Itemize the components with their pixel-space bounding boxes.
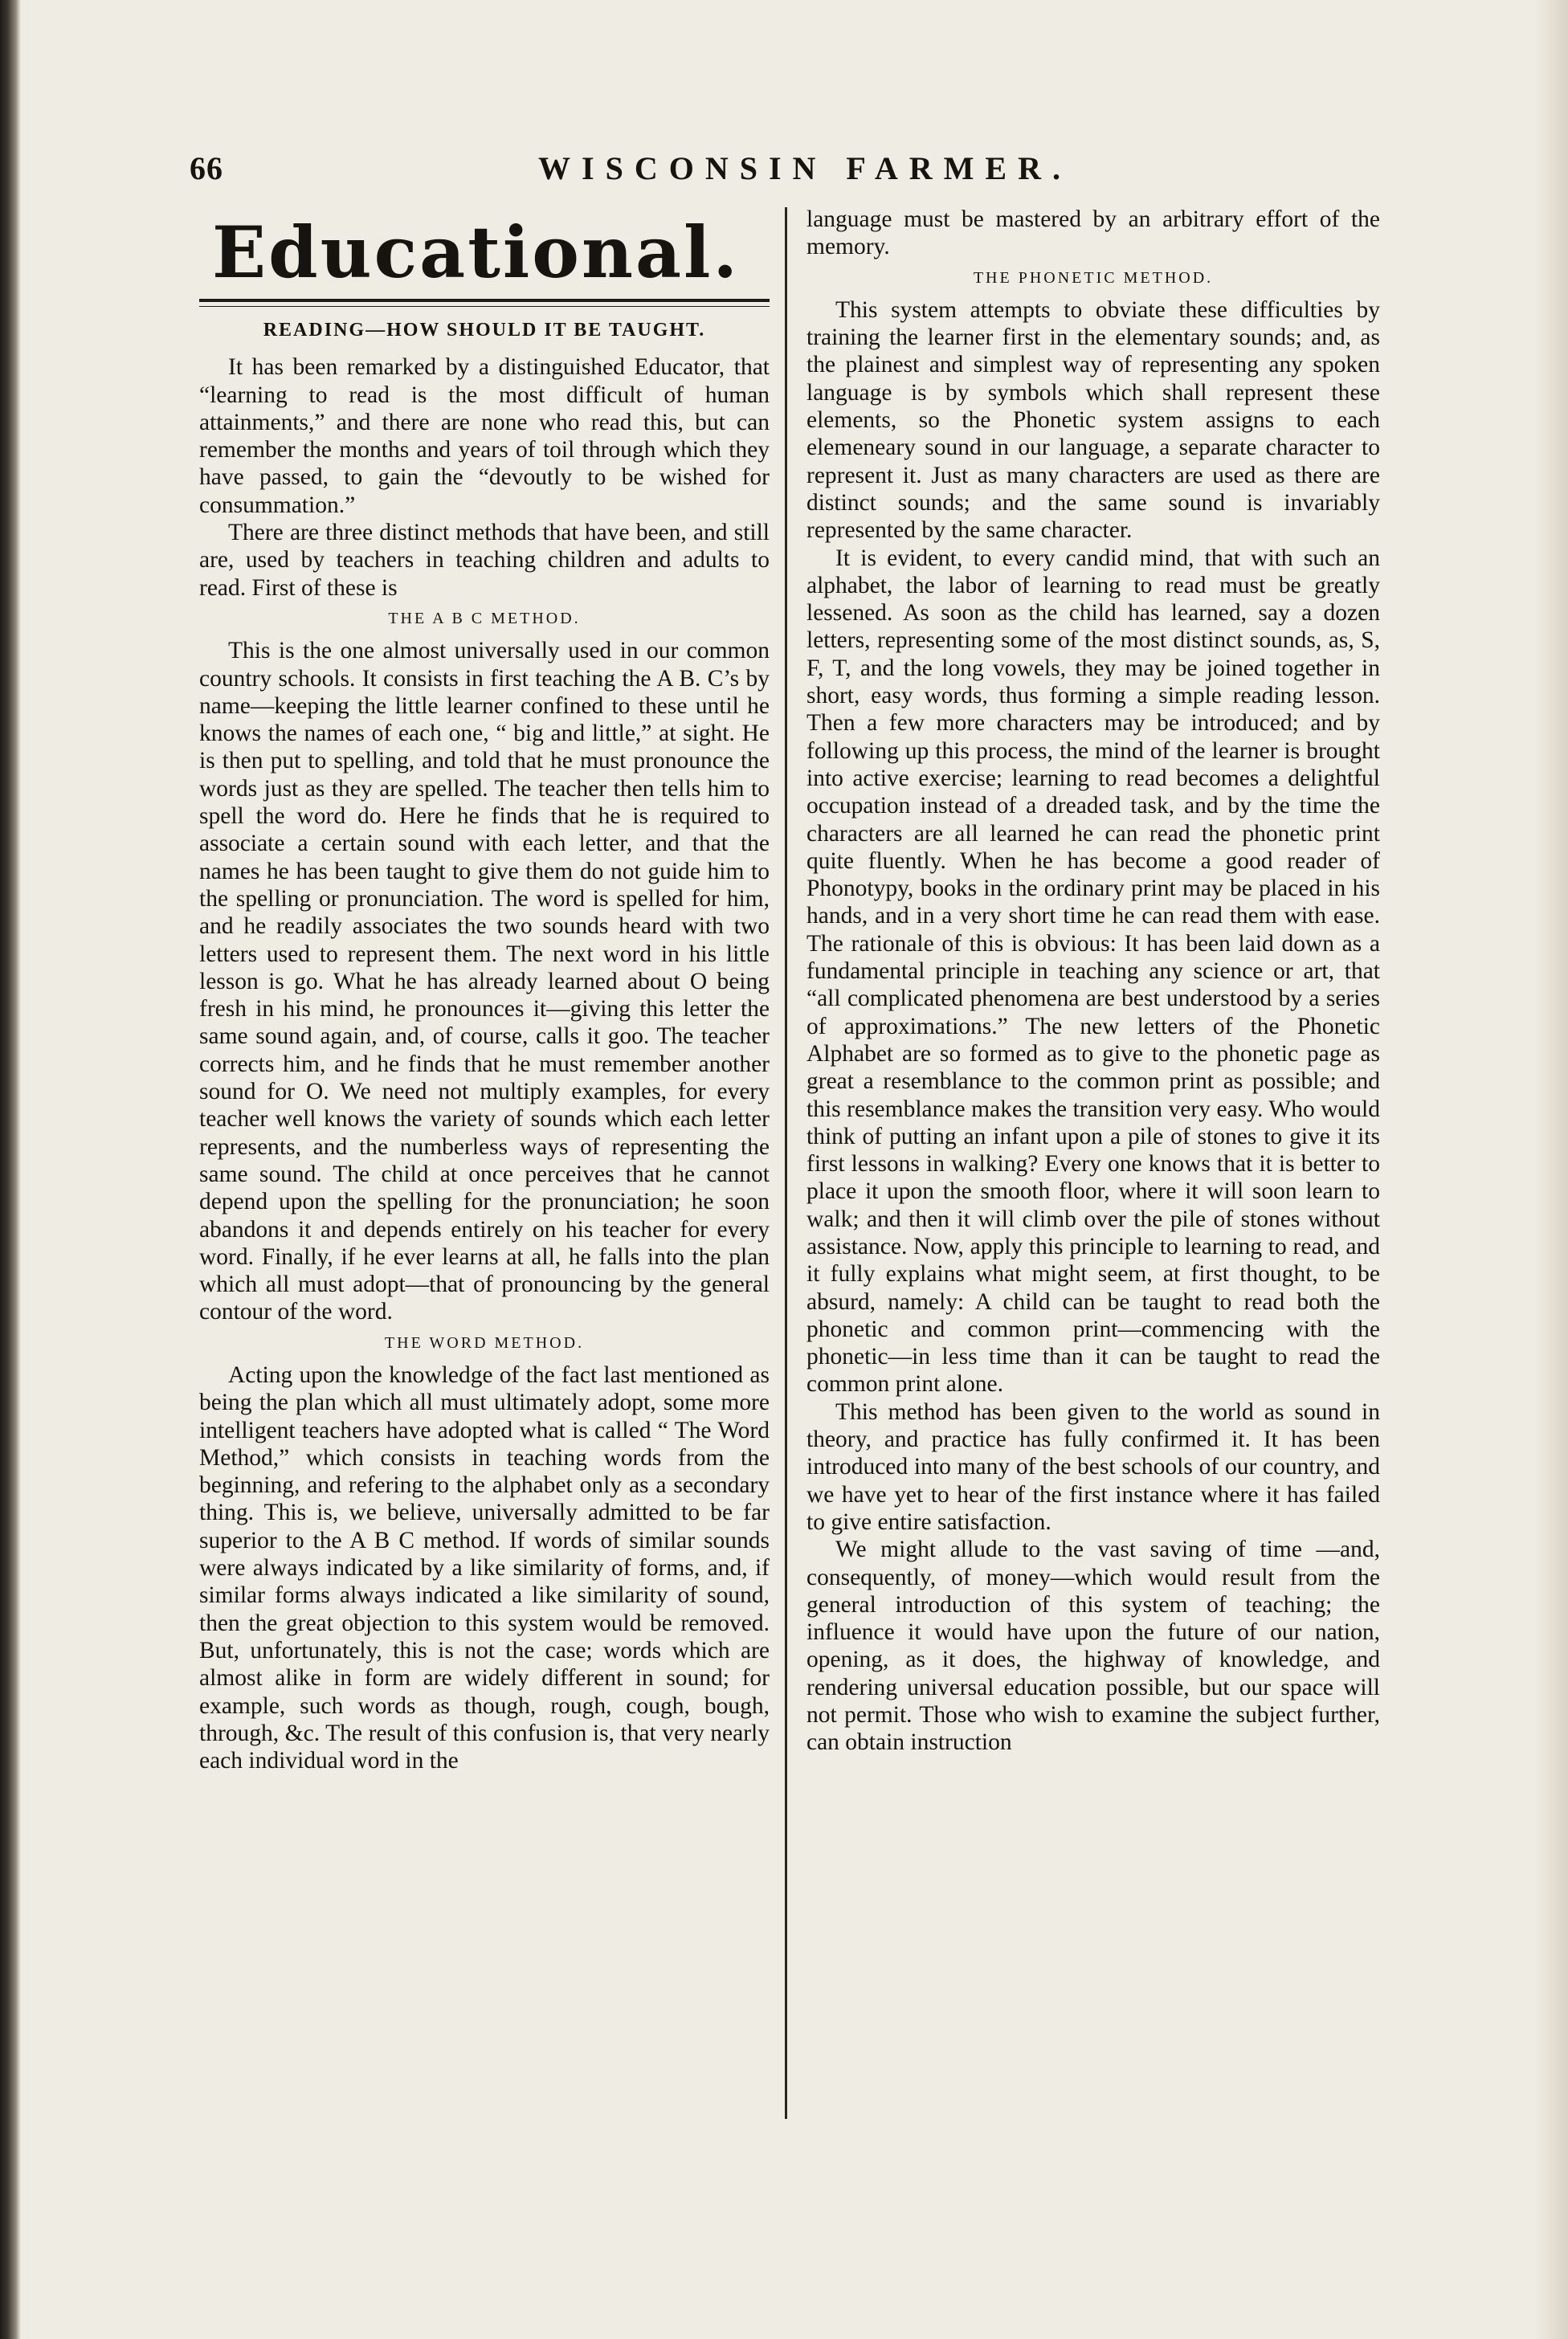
page-number: 66 — [190, 150, 223, 186]
intro-paragraph-1: It has been remarked by a distinguished Educator, that “learning to read is the most difficult of human attainments,” and there are none who read this, but can remember the months and years of toil through which they have passed, to gain the “devoutly to be wished for consummation.” — [199, 354, 770, 518]
phonetic-paragraph-4: We might allude to the vast saving of time —and, consequently, of money—which would result from the general introduction of this system of teaching; the influence it would have upon the future of our nation, opening, as it does, the highway of knowledge, and rendering universal education possible, but our space will not permit. Those who wish to examine the subject further, can obtain instruction — [806, 1537, 1380, 1756]
running-head — [190, 149, 1386, 198]
phonetic-paragraph-2: It is evident, to every candid mind, that with such an alphabet, the labor of learning to read must be greatly lessened. As soon as the child has learned, say a dozen letters, representing some of the most distinct sounds, as, S, F, T, and the long vowels, they may be joined together in short, easy words, thus forming a simple reading lesson. Then a few more characters may be introduced; and by following up this process, the mind of the learner is brought into active exercise; learning to read becomes a delightful occupation instead of a dreaded task, and by the time the characters are all learned he can read the phonetic print quite fluently. When he has become a good reader of Phonotypy, books in the ordinary print may be placed in his hands, and in a very short time he can read them with ease. The rationale of this is obvious: It has been laid down as a fundamental principle in teaching any science or art, that “all complicated phenomena are best understood by a series of approximations.” The new letters of the Phonetic Alphabet are so formed as to give to the phonetic page as great a resemblance to the common print as possible; and this resemblance makes the transition very easy. Who would think of putting an infant upon a pile of stones to give it its first lessons in walking? Every one knows that it is better to place it upon the smooth floor, where it will soon learn to walk; and then it will climb over the pile of stones without assistance. Now, apply this principle to learning to read, and it fully explains what might seem, at first thought, to be absurd, namely: A child can be taught to read both the phonetic and common print—commencing with the phonetic—in less time than it can be taught to read the common print alone. — [806, 545, 1380, 1398]
abc-method-heading: THE A B C METHOD. — [388, 609, 581, 627]
heading-rule — [199, 299, 770, 307]
continuation-paragraph: language must be mastered by an arbitrary effort of the memory. — [806, 206, 1380, 260]
right-column — [806, 206, 1380, 1757]
phonetic-method-heading: THE PHONETIC METHOD. — [973, 268, 1214, 287]
section-heading: Educational. — [212, 210, 741, 294]
phonetic-paragraph-1: This system attempts to obviate these difficulties by training the learner first in the elementary sounds; and, as the plainest and simplest way of representing any spoken language is by symbols which shall represent these elements, so the Phonetic system assigns to each elemeneary sound in our language, a separate character to represent it. Just as many characters are used as there are distinct sounds; and the same sound is invariably represented by the same character. — [806, 296, 1380, 544]
word-method-heading: THE WORD METHOD. — [384, 1333, 585, 1352]
journal-title: WISCONSIN FARMER. — [538, 150, 1072, 186]
left-column — [199, 202, 770, 1774]
word-method-paragraph: Acting upon the knowledge of the fact last mentioned as being the plan which all must ultimately adopt, some more intelligent teachers have adopted what is called “ The Word Method,” which consists in teaching words from the beginning, and refering to the alphabet only as a secondary thing. This is, we believe, universally admitted to be far superior to the A B C method. If words of similar sounds were always indicated by a like similarity of forms, and, if similar forms always indicated a like similarity of sound, then the great objection to this system would be removed. But, unfortunately, this is not the case; words which are almost alike in form are widely different in sound; for example, such words as though, rough, cough, bough, through, &c. The result of this confusion is, that very nearly each individual word in the — [199, 1361, 770, 1774]
phonetic-paragraph-3: This method has been given to the world as sound in theory, and practice has fully confirmed it. It has been introduced into many of the best schools of our country, and we have yet to hear of the first instance where it has failed to give entire satisfaction. — [806, 1398, 1380, 1535]
abc-method-paragraph: This is the one almost universally used in our common country schools. It consists in first teaching the A B. C’s by name—keeping the little learner confined to these until he knows the names of each one, “ big and little,” at sight. He is then put to spelling, and told that he must pronounce the words just as they are spelled. The teacher then tells him to spell the word do. Here he finds that he is required to associate a certain sound with each letter, and that the names he has been taught to give them do not guide him to the spelling or pronunciation. The word is spelled for him, and he readily associates the two sounds heard with two letters used to represent them. The next word in his little lesson is go. What he has already learned about O being fresh in his mind, he pronounces it—giving this letter the same sound again, and, of course, calls it goo. The teacher corrects him, and he finds that he must remember another sound for O. We need not multiply examples, for every teacher well knows the variety of sounds which each letter represents, and the numberless ways of representing the same sound. The child at once perceives that he cannot depend upon the spelling for the pronunciation; he soon abandons it and depends entirely on his teacher for every word. Finally, if he ever learns at all, he falls into the plan which all must adopt—that of pronouncing by the general contour of the word. — [199, 638, 770, 1325]
article-title: READING—HOW SHOULD IT BE TAUGHT. — [263, 320, 706, 341]
column-divider — [785, 207, 787, 2119]
intro-paragraph-2: There are three distinct methods that have been, and still are, used by teachers in teaching children and adults to read. First of these is — [199, 520, 770, 601]
